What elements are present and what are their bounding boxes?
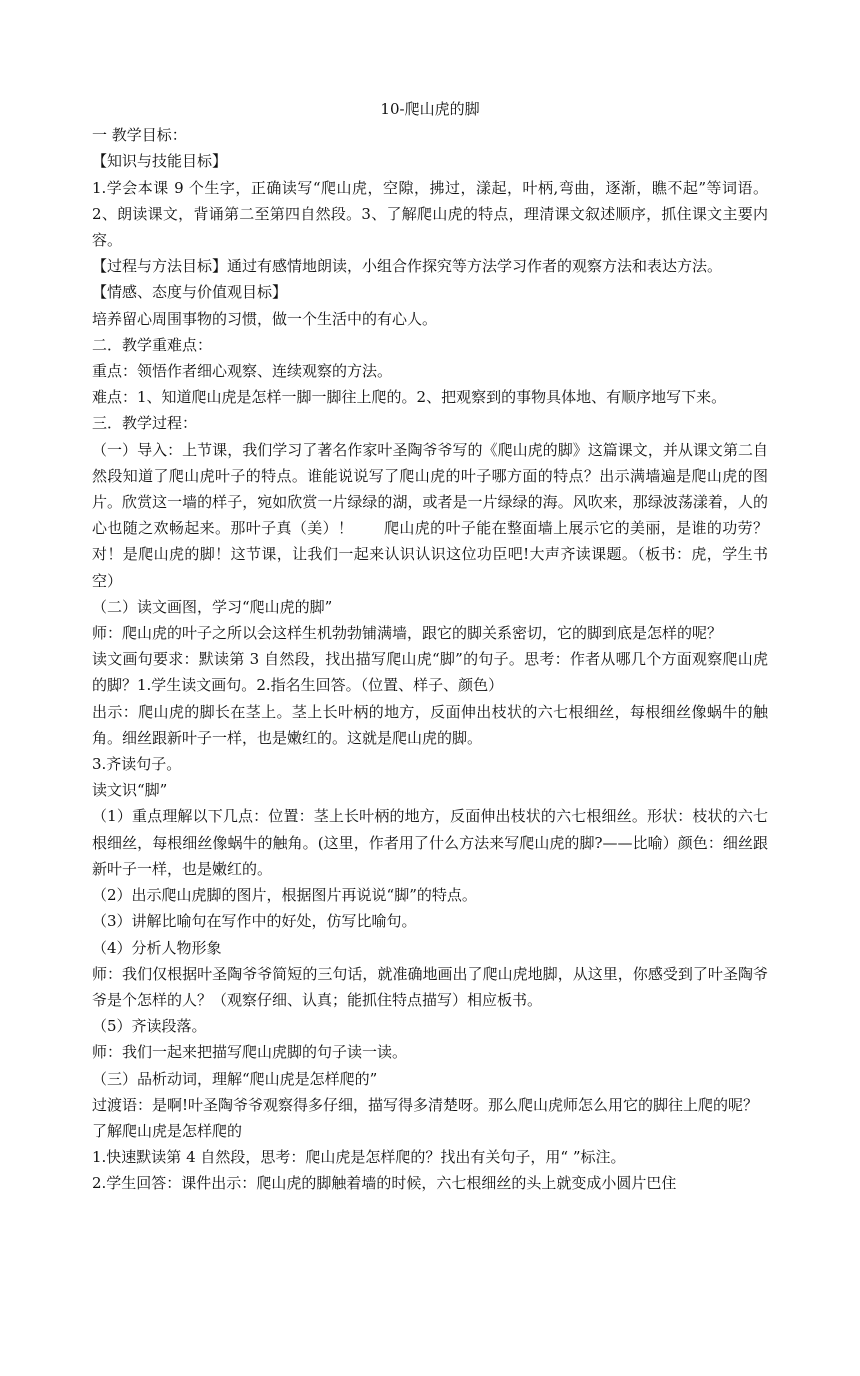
paragraph: 培养留心周围事物的习惯，做一个生活中的有心人。	[92, 309, 438, 328]
paragraph: （1）重点理解以下几点：位置：茎上长叶柄的地方，反面伸出枝状的六七根细丝。形状：枝状的六七根细丝，每根细丝像蜗牛的触角。(这里，作者用了什么方法来写爬山虎的脚?——比喻）颜色：细丝跟新叶子一样，也是嫩红的。	[92, 807, 768, 878]
paragraph: （三）品析动词，理解“爬山虎是怎样爬的”	[92, 1069, 378, 1088]
paragraph: （5）齐读段落。	[92, 1017, 207, 1036]
paragraph: （一）导入：上节课，我们学习了著名作家叶圣陶爷爷写的《爬山虎的脚》这篇课文，并从课文第二自然段知道了爬山虎叶子的特点。谁能说说写了爬山虎的叶子哪方面的特点？出示满墙遍是爬山虎的图片。欣赏这一墙的样子，宛如欣赏一片绿绿的湖，或者是一片绿绿的海。风吹来，那绿波荡漾着，人的心也随之欢畅起来。那叶子真（美）！ 爬山虎的叶子能在整面墙上展示它的美丽，是谁的功劳？对！是爬山虎的脚！这节课，让我们一起来认识认识这位功臣吧!大声齐读课题。（板书：虎，学生书空）	[92, 440, 768, 590]
paragraph: 【过程与方法目标】通过有感情地朗读，小组合作探究等方法学习作者的观察方法和表达方法。	[92, 257, 723, 276]
paragraph: 难点：1、知道爬山虎是怎样一脚一脚往上爬的。2、把观察到的事物具体地、有顺序地写下来。	[92, 388, 727, 407]
document-page	[92, 96, 768, 1197]
paragraph: 重点：领悟作者细心观察、连续观察的方法。	[92, 362, 393, 381]
paragraph: 了解爬山虎是怎样爬的	[92, 1121, 243, 1140]
paragraph: 【情感、态度与价值观目标】	[92, 283, 288, 302]
paragraph: 师：爬山虎的叶子之所以会这样生机勃勃铺满墙，跟它的脚关系密切，它的脚到底是怎样的呢？	[92, 624, 723, 643]
paragraph: 2.学生回答：课件出示：爬山虎的脚触着墙的时候，六七根细丝的头上就变成小圆片巴住	[92, 1174, 677, 1193]
paragraph: 1.学会本课 9 个生字，正确读写“爬山虎，空隙，拂过，漾起，叶柄,弯曲，逐渐，瞧不起”等词语。2、朗读课文，背诵第二至第四自然段。3、了解爬山虎的特点，理清课文叙述顺序，抓住课文主要内容。	[92, 178, 768, 250]
paragraph: 师：我们仅根据叶圣陶爷爷简短的三句话，就准确地画出了爬山虎地脚，从这里，你感受到了叶圣陶爷爷是个怎样的人？（观察仔细、认真；能抓住特点描写）相应板书。	[92, 964, 768, 1009]
paragraph: 读文画句要求：默读第 3 自然段，找出描写爬山虎“脚”的句子。思考：作者从哪几个方面观察爬山虎的脚？1.学生读文画句。2.指名生回答。（位置、样子、颜色）	[92, 650, 768, 695]
paragraph: 3.齐读句子。	[92, 755, 182, 774]
paragraph: 师：我们一起来把描写爬山虎脚的句子读一读。	[92, 1043, 408, 1062]
paragraph: （3）讲解比喻句在写作中的好处，仿写比喻句。	[92, 912, 417, 931]
paragraph: 过渡语：是啊!叶圣陶爷爷观察得多仔细，描写得多清楚呀。那么爬山虎师怎么用它的脚往上爬的呢？	[92, 1095, 759, 1114]
paragraph: 出示：爬山虎的脚长在茎上。茎上长叶柄的地方，反面伸出枝状的六七根细丝，每根细丝像蜗牛的触角。细丝跟新叶子一样，也是嫩红的。这就是爬山虎的脚。	[92, 702, 768, 747]
paragraph: （2）出示爬山虎脚的图片，根据图片再说说“脚”的特点。	[92, 886, 477, 905]
paragraph: 一 教学目标：	[92, 126, 187, 145]
paragraph: 三．教学过程：	[92, 414, 198, 433]
paragraph: 读文识“脚”	[92, 781, 168, 800]
document-body	[92, 122, 768, 1196]
paragraph: 1.快速默读第 4 自然段，思考：爬山虎是怎样爬的？找出有关句子，用“ ”标注。	[92, 1148, 626, 1167]
paragraph: （4）分析人物形象	[92, 938, 222, 957]
document-title: 10-爬山虎的脚	[380, 100, 480, 118]
paragraph: （二）读文画图，学习“爬山虎的脚”	[92, 597, 333, 616]
paragraph: 【知识与技能目标】	[92, 152, 228, 171]
paragraph: 二．教学重难点：	[92, 335, 213, 354]
